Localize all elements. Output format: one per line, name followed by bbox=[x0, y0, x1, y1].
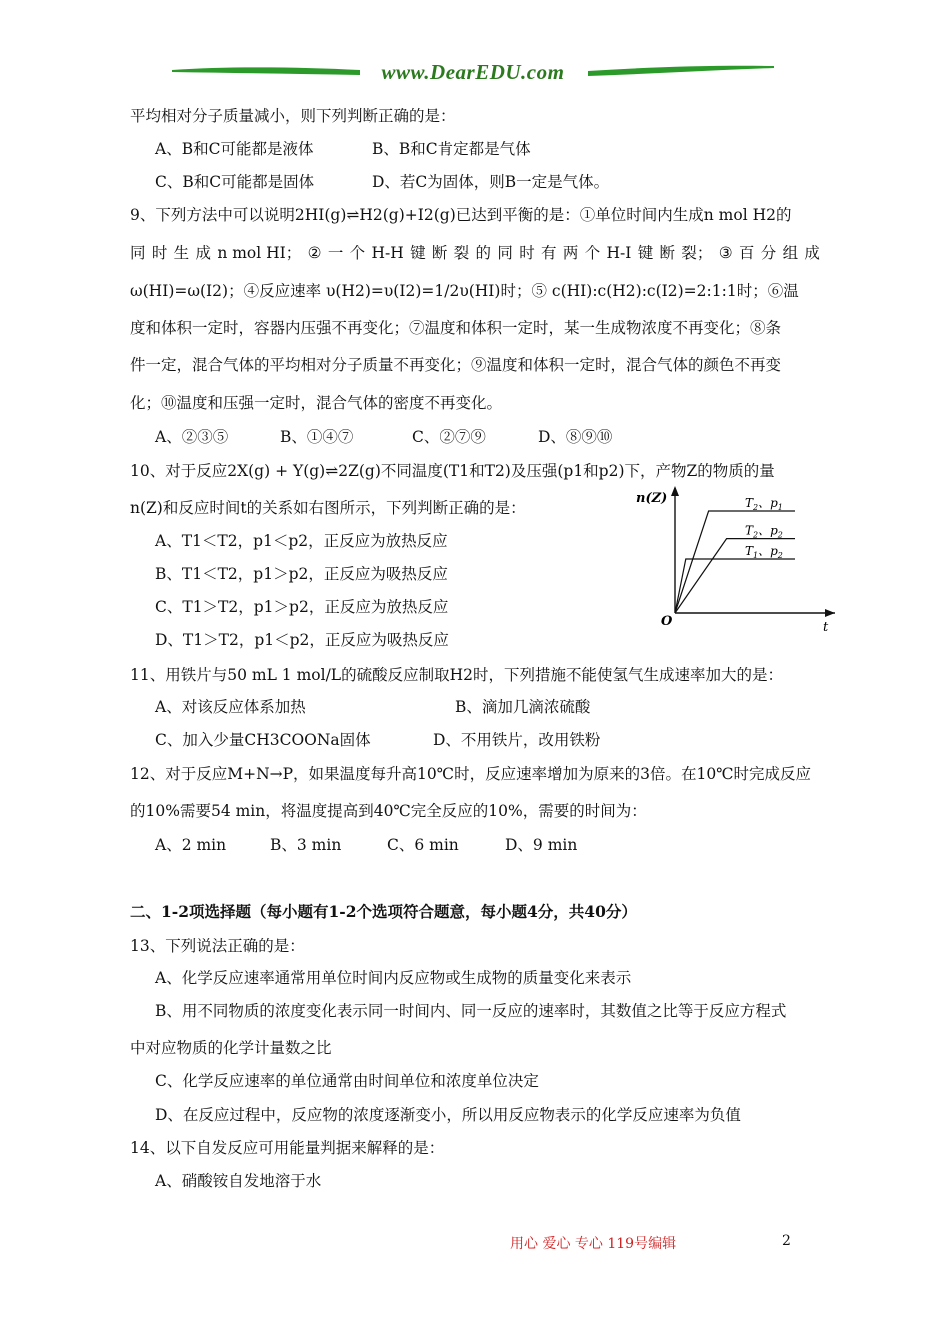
option-c: C、加入少量CH3COONa固体 bbox=[155, 731, 371, 749]
option-d: D、T1＞T2，p1＜p2，正反应为吸热反应 bbox=[155, 631, 449, 649]
justified-token: H-H bbox=[371, 244, 404, 262]
justified-token: 分 bbox=[760, 244, 777, 262]
question-9-line: 9、下列方法中可以说明2HI(g)⇌H2(g)+I2(g)已达到平衡的是：①单位时间内生成n mol H2的 bbox=[130, 206, 792, 224]
question-9-line: 件一定，混合气体的平均相对分子质量不再变化；⑨温度和体积一定时，混合气体的颜色不再变 bbox=[130, 356, 782, 374]
option-a: A、②③⑤ bbox=[155, 428, 229, 446]
justified-token: 百 bbox=[738, 244, 755, 262]
page-header bbox=[170, 56, 776, 90]
justified-token: 成 bbox=[804, 244, 820, 262]
option-b: B、①④⑦ bbox=[280, 428, 354, 446]
option-c: C、化学反应速率的单位通常由时间单位和浓度单位决定 bbox=[155, 1072, 539, 1090]
question-9-line-justified bbox=[130, 243, 820, 263]
option-d: D、若C为固体，则B一定是气体。 bbox=[372, 173, 610, 191]
justified-token: n mol HI； bbox=[217, 244, 302, 262]
option-d: D、在反应过程中，反应物的浓度逐渐变小，所以用反应物表示的化学反应速率为负值 bbox=[155, 1106, 741, 1124]
justified-token: 两 bbox=[562, 244, 579, 262]
option-a: A、B和C可能都是液体 bbox=[155, 140, 314, 158]
option-a: A、2 min bbox=[155, 836, 227, 854]
option-b: B、B和C肯定都是气体 bbox=[372, 140, 531, 158]
option-b: B、用不同物质的浓度变化表示同一时间内、同一反应的速率时，其数值之比等于反应方程式 bbox=[155, 1002, 787, 1020]
series-label-3: $T_1$、$p_2$ bbox=[745, 544, 783, 560]
question-12-line: 12、对于反应M+N→P，如果温度每升高10℃时，反应速率增加为原来的3倍。在10℃时完成反应 bbox=[130, 765, 812, 783]
option-c: C、B和C可能都是固体 bbox=[155, 173, 315, 191]
justified-token: 时 bbox=[151, 244, 168, 262]
x-axis-arrow bbox=[825, 609, 835, 617]
justified-token: 个 bbox=[584, 244, 601, 262]
section-heading: 二、1-2项选择题（每小题有1-2个选项符合题意，每小题4分，共40分） bbox=[130, 902, 637, 921]
x-axis-label: t bbox=[823, 620, 829, 635]
origin-label: O bbox=[661, 614, 673, 629]
question-14-line: 14、以下自发反应可用能量判据来解释的是： bbox=[130, 1139, 445, 1157]
justified-token: 裂 bbox=[453, 244, 470, 262]
justified-token: 的 bbox=[475, 244, 492, 262]
question-13-line: 13、下列说法正确的是： bbox=[130, 937, 305, 955]
justified-token: ② bbox=[307, 244, 322, 262]
justified-token: 组 bbox=[782, 244, 799, 262]
option-a: A、硝酸铵自发地溶于水 bbox=[155, 1172, 322, 1190]
option-b: B、T1＜T2，p1＞p2，正反应为吸热反应 bbox=[155, 565, 448, 583]
justified-token: 同 bbox=[130, 244, 146, 262]
justified-token: 键 bbox=[637, 244, 654, 262]
justified-token: 一 bbox=[327, 244, 344, 262]
option-c: C、6 min bbox=[387, 836, 459, 854]
series-label-2: $T_2$、$p_2$ bbox=[745, 523, 783, 540]
justified-token: 成 bbox=[195, 244, 211, 262]
question-9-line: 度和体积一定时，容器内压强不再变化；⑦温度和体积一定时，某一生成物浓度不再变化；⑧条 bbox=[130, 319, 782, 337]
question-11-line: 11、用铁片与50 mL 1 mol/L的硫酸反应制取H2时，下列措施不能使氢气生成速率加大的是： bbox=[130, 666, 783, 684]
y-axis-arrow bbox=[671, 486, 679, 496]
site-url: www.DearEDU.com bbox=[381, 60, 565, 84]
justified-token: 有 bbox=[541, 244, 557, 262]
y-axis-label: n(Z) bbox=[636, 491, 668, 506]
option-b-continued: 中对应物质的化学计量数之比 bbox=[130, 1039, 332, 1057]
justified-token: 同 bbox=[497, 244, 513, 262]
justified-token: 时 bbox=[519, 244, 535, 262]
option-d: D、9 min bbox=[505, 836, 578, 854]
question-9-line: 化；⑩温度和压强一定时，混合气体的密度不再变化。 bbox=[130, 394, 503, 412]
justified-token: 断 bbox=[659, 244, 676, 262]
justified-token: 裂； bbox=[681, 244, 713, 262]
justified-token: 个 bbox=[349, 244, 366, 262]
justified-token: 断 bbox=[431, 244, 448, 262]
series-label-1: $T_2$、$p_1$ bbox=[745, 496, 783, 512]
option-b: B、3 min bbox=[270, 836, 342, 854]
option-d: D、⑧⑨⑩ bbox=[538, 428, 613, 446]
question-10-line: 10、对于反应2X(g) + Y(g)⇌2Z(g)不同温度(T1和T2)及压强(p1和p2)下，产物Z的物质的量 bbox=[130, 462, 775, 480]
justified-token: 生 bbox=[173, 244, 190, 262]
question-12-line: 的10%需要54 min，将温度提高到40℃完全反应的10%，需要的时间为： bbox=[130, 802, 647, 820]
text-line: 平均相对分子质量减小，则下列判断正确的是： bbox=[130, 107, 456, 125]
justified-token: 键 bbox=[410, 244, 426, 262]
question-10-line: n(Z)和反应时间t的关系如右图所示，下列判断正确的是： bbox=[130, 499, 526, 517]
justified-token: H-I bbox=[606, 244, 632, 262]
nz-vs-time-graph bbox=[628, 478, 829, 638]
question-9-line: ω(HI)=ω(I2)；④反应速率 υ(H2)=υ(I2)=1/2υ(HI)时；⑤ c(HI):c(H2):c(I2)=2:1:1时；⑥温 bbox=[130, 282, 799, 300]
page-number: 2 bbox=[782, 1233, 791, 1249]
option-a: A、化学反应速率通常用单位时间内反应物或生成物的质量变化来表示 bbox=[155, 969, 632, 987]
option-c: C、T1＞T2，p1＞p2，正反应为放热反应 bbox=[155, 598, 449, 616]
option-a: A、T1＜T2，p1＜p2，正反应为放热反应 bbox=[155, 532, 448, 550]
option-d: D、不用铁片，改用铁粉 bbox=[433, 731, 601, 749]
option-c: C、②⑦⑨ bbox=[412, 428, 486, 446]
footer-slogan: 用心 爱心 专心 119号编辑 bbox=[510, 1236, 677, 1252]
option-b: B、滴加几滴浓硫酸 bbox=[455, 698, 591, 716]
option-a: A、对该反应体系加热 bbox=[155, 698, 306, 716]
justified-token: ③ bbox=[718, 244, 733, 262]
